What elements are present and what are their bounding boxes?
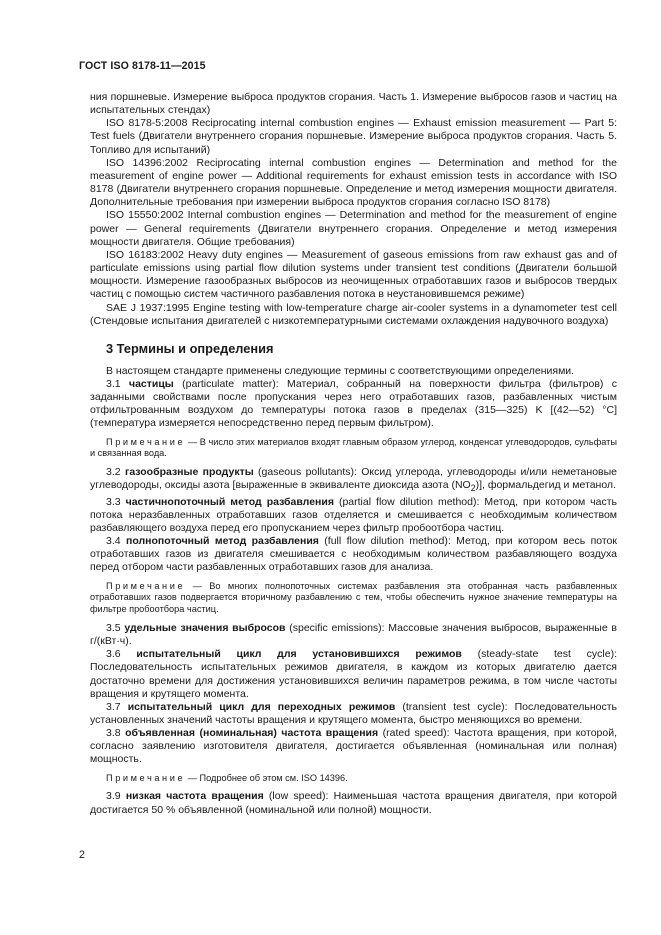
- term-number: 3.4: [106, 535, 121, 548]
- term-3-8: [90, 727, 617, 766]
- page-number: 2: [79, 849, 85, 861]
- note-text: — Подробнее об этом см. ISO 14396.: [185, 772, 348, 783]
- ref-iso-8178-5: ISO 8178-5:2008 Reciprocating internal combustion engines — Exhaust emission measurement — Part 5: Test fuels (Двигатели внутреннего сгорания поршневые. Измерение выброса продуктов сгорания. Часть 5. Топливо для испытаний): [90, 117, 617, 156]
- subscript: 2: [470, 483, 476, 494]
- term-name: частицы: [128, 377, 174, 390]
- term-definition-end: )], формальдегид и метанол.: [475, 479, 616, 492]
- term-number: 3.9: [106, 790, 121, 803]
- note-label: Примечание: [106, 436, 186, 447]
- term-name: газообразные продукты: [124, 466, 254, 479]
- term-number: 3.1: [106, 377, 121, 390]
- term-name: объявленная (номинальная) частота вращения: [125, 727, 379, 740]
- term-definition: (steady-state test cycle): Последовательность испытательных режимов двигателя, в каждом из которых двигателю дается достаточно времени для достижения установившихся величин параметров режима, в том числе частоты вращения и крутящего момента.: [90, 648, 617, 700]
- ref-sae-j1937: SAE J 1937:1995 Engine testing with low-temperature charge air-cooler systems in a dynamometer test cell (Стендовые испытания двигателей с низкотемпературными системами охлаждения надувочного воздуха): [90, 301, 617, 327]
- term-number: 3.6: [106, 648, 121, 661]
- term-3-5: [90, 622, 617, 648]
- term-definition: (particulate matter): Материал, собранный на поверхности фильтра (фильтров) с заданными свойствами после пропускания через него отработавших газов, разбавленных чистым отфильтрованным воздухом до температуры потока газов в пределах (315—325) K [(42—52) °С] (температура измеряется непосредственно перед первым фильтром).: [90, 377, 618, 430]
- term-3-7: [90, 701, 617, 727]
- note-2: [90, 581, 617, 616]
- ref-iso-16183: ISO 16183:2002 Heavy duty engines — Measurement of gaseous emissions from raw exhaust gas and of particulate emissions using partial flow dilution systems under transient test conditions (Двигатели большой мощности. Измерение газообразных выбросов из неочищенных отработавших газов и выбросов твердых частиц с помощью систем частичного разбавления потока в неустановившемся режиме): [90, 248, 617, 301]
- term-name: низкая частота вращения: [125, 790, 264, 803]
- term-name: частичнопоточный метод разбавления: [125, 495, 334, 508]
- term-number: 3.3: [106, 495, 121, 508]
- term-definition: (rated speed): Частота вращения, при которой, согласно заявлению изготовителя двигателя, достигается объявленная (номинальная или полная) мощность.: [90, 727, 618, 766]
- note-label: Примечание: [106, 580, 186, 591]
- term-3-2: [90, 466, 617, 495]
- term-name: испытательный цикл для установившихся режимов: [136, 648, 462, 661]
- ref-iso-14396: ISO 14396:2002 Reciprocating internal combustion engines — Determination and method for the measurement of engine power — Additional requirements for exhaust emission tests in accordance with ISO 8178 (Двигатели внутреннего сгорания поршневые. Определение и метод измерения мощности двигателя. Дополнительные требования при измерении выброса продуктов сгорания согласно ISO 8178): [90, 156, 617, 209]
- term-definition: (specific emissions): Массовые значения выбросов, выраженные в г/(кВт·ч).: [90, 621, 618, 648]
- term-number: 3.5: [106, 621, 121, 634]
- document-body: [90, 91, 617, 817]
- term-3-1: [90, 378, 617, 431]
- note-text: — Во многих полнопоточных системах разбавления эта отобранная часть разбавленных отработавших газов подвергается вторичному разбавлению с тем, чтобы обеспечить нужное значение температуры на фильтре пробоотбора частиц.: [90, 580, 617, 615]
- note-3: [90, 773, 617, 785]
- term-definition: (full flow dilution method): Метод, при котором весь поток отработавших газов из двигателя смешивается с необходимым количеством разбавляющего воздуха перед отбором части разбавленных отработавших газов для анализа.: [90, 535, 617, 574]
- term-definition: (low speed): Наименьшая частота вращения двигателя, при которой достигается 50 % объявленной (номинальной или полной) мощности.: [90, 790, 617, 816]
- term-3-4: [90, 535, 617, 574]
- section-title: 3 Термины и определения: [106, 340, 274, 356]
- term-name: удельные значения выбросов: [124, 621, 286, 634]
- section-intro: В настоящем стандарте применены следующие термины с соответствующими определениями.: [106, 364, 575, 377]
- note-1: [90, 437, 617, 461]
- term-3-3: [90, 496, 617, 535]
- term-3-6: [90, 648, 617, 701]
- note-text: — В число этих материалов входят главным образом углерод, конденсат углеводородов, сульфаты и связанная вода.: [90, 436, 617, 459]
- term-number: 3.7: [106, 700, 121, 713]
- note-label: Примечание: [106, 772, 186, 783]
- term-number: 3.2: [106, 466, 121, 479]
- ref-continuation: ния поршневые. Измерение выброса продуктов сгорания. Часть 1. Измерение выбросов газов и частиц на испытательных стендах): [90, 91, 617, 117]
- document-header: ГОСТ ISO 8178-11—2015: [79, 60, 206, 72]
- term-definition: (partial flow dilution method): Метод, при котором часть потока неразбавленных отработавших газов отделяется и смешивается с необходимым количеством разбавляющего воздуха перед его пропусканием через фильтр пробоотбора частиц.: [90, 495, 617, 534]
- term-definition: (gaseous pollutants): Оксид углерода, углеводороды и/или неметановые углеводороды, оксиды азота [выраженные в эквиваленте диоксида азота (NO: [90, 466, 617, 492]
- term-name: полнопоточный метод разбавления: [126, 535, 319, 548]
- ref-iso-15550: ISO 15550:2002 Internal combustion engines — Determination and method for the measurement of engine power — General requirements (Двигатели внутреннего сгорания. Определение и метод измерения мощности двигателя. Общие требования): [90, 209, 617, 248]
- term-name: испытательный цикл для переходных режимов: [127, 700, 396, 713]
- term-3-9: [90, 790, 617, 816]
- term-definition: (transient test cycle): Последовательность установленных значений частоты вращения и крутящего момента, быстро меняющихся во времени.: [90, 700, 617, 727]
- term-number: 3.8: [106, 727, 121, 740]
